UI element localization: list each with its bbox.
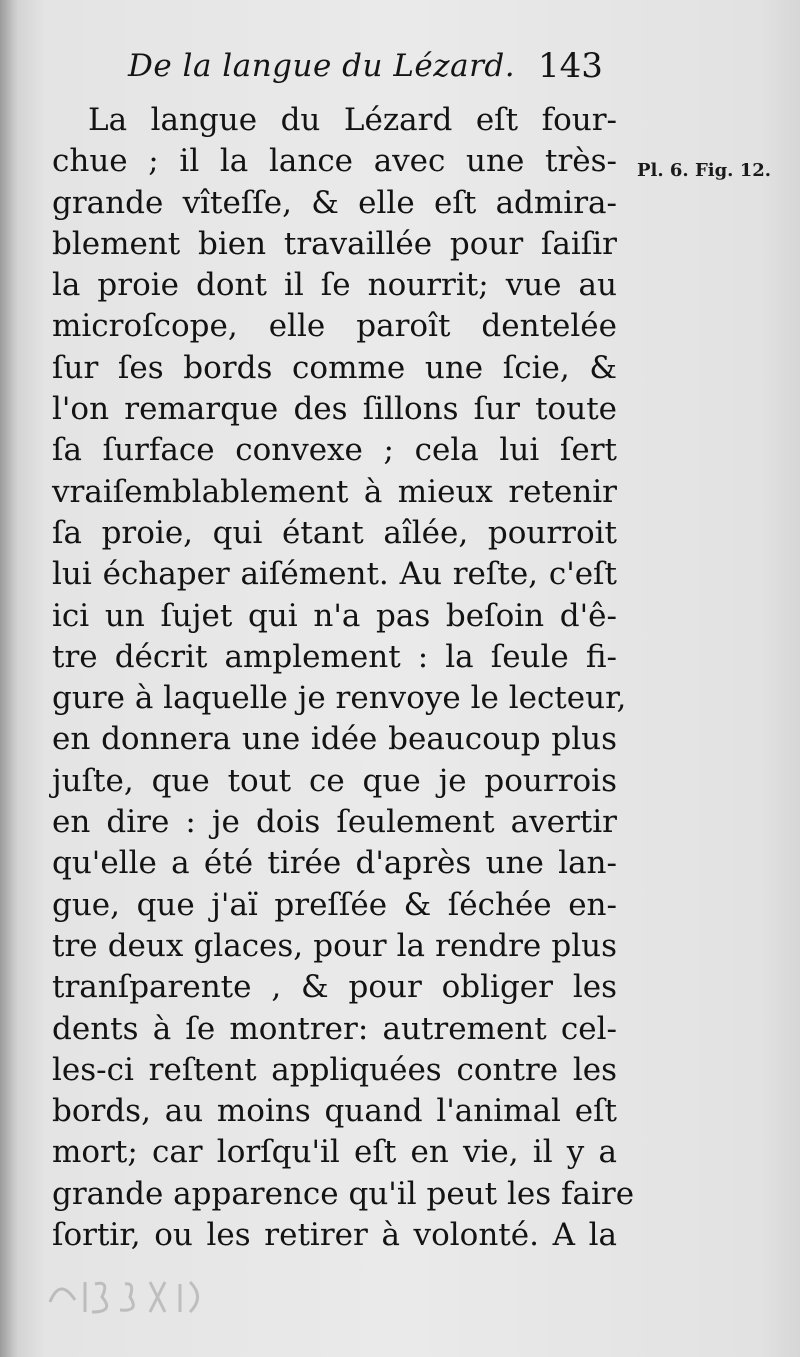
show-through-ink [40,1262,260,1322]
text-line: gure à laquelle je renvoye le lecteur, [52,680,627,717]
body-text [52,100,635,1256]
text-line: ſur ſes bords comme une ſcie, & [52,349,617,386]
running-head [128,48,628,98]
text-line: La langue du Lézard eſt four- [88,102,617,138]
text-line: ſortir, ou les retirer à volonté. A la [52,1217,617,1254]
text-line: la proie dont il ſe nourrit; vue au [52,267,617,304]
text-line: ſa proie, qui étant aîlée, pourroit [52,514,617,551]
text-line: juſte, que tout ce que je pourrois [52,762,617,799]
text-line: microſcope, elle paroît dentelée [52,308,617,345]
text-line: mort; car lorſqu'il eſt en vie, il y a [52,1134,617,1171]
text-line: l'on remarque des ſillons ſur toute [52,391,617,428]
text-line: vraiſemblablement à mieux retenir [52,473,617,510]
text-line: grande apparence qu'il peut les faire [52,1175,635,1212]
running-head-title: De la langue du Lézard. [128,48,516,84]
text-line: tre deux glaces, pour la rendre plus [52,927,617,964]
text-line: en donnera une idée beaucoup plus [52,721,617,758]
text-line: dents à ſe montrer: autrement cel- [52,1010,617,1047]
text-line: en dire : je dois ſeulement avertir [52,804,617,841]
text-line: grande vîteſſe, & elle eſt admira- [52,184,617,221]
text-line: les-ci reſtent appliquées contre les [52,1051,617,1088]
margin-plate-reference: Pl. 6. Fig. 12. [637,160,772,181]
text-line: ici un ſujet qui n'a pas beſoin d'ê- [52,597,617,634]
text-line: ſa ſurface convexe ; cela lui ſert [52,432,617,469]
text-line: blement bien travaillée pour ſaiſir [52,225,617,262]
text-line: chue ; il la lance avec une très- [52,143,617,180]
gutter-shadow [0,0,18,1357]
text-line: tranſparente , & pour obliger les [52,969,617,1006]
page-number: 143 [538,46,603,86]
text-line: lui échaper aiſément. Au reſte, c'eſt [52,556,617,593]
text-line: tre décrit amplement : la ſeule fi- [52,638,617,675]
text-line: gue, que j'aï preſſée & ſéchée en- [52,886,617,923]
text-line: qu'elle a été tirée d'après une lan- [52,845,617,882]
text-line: bords, au moins quand l'animal eſt [52,1093,617,1130]
